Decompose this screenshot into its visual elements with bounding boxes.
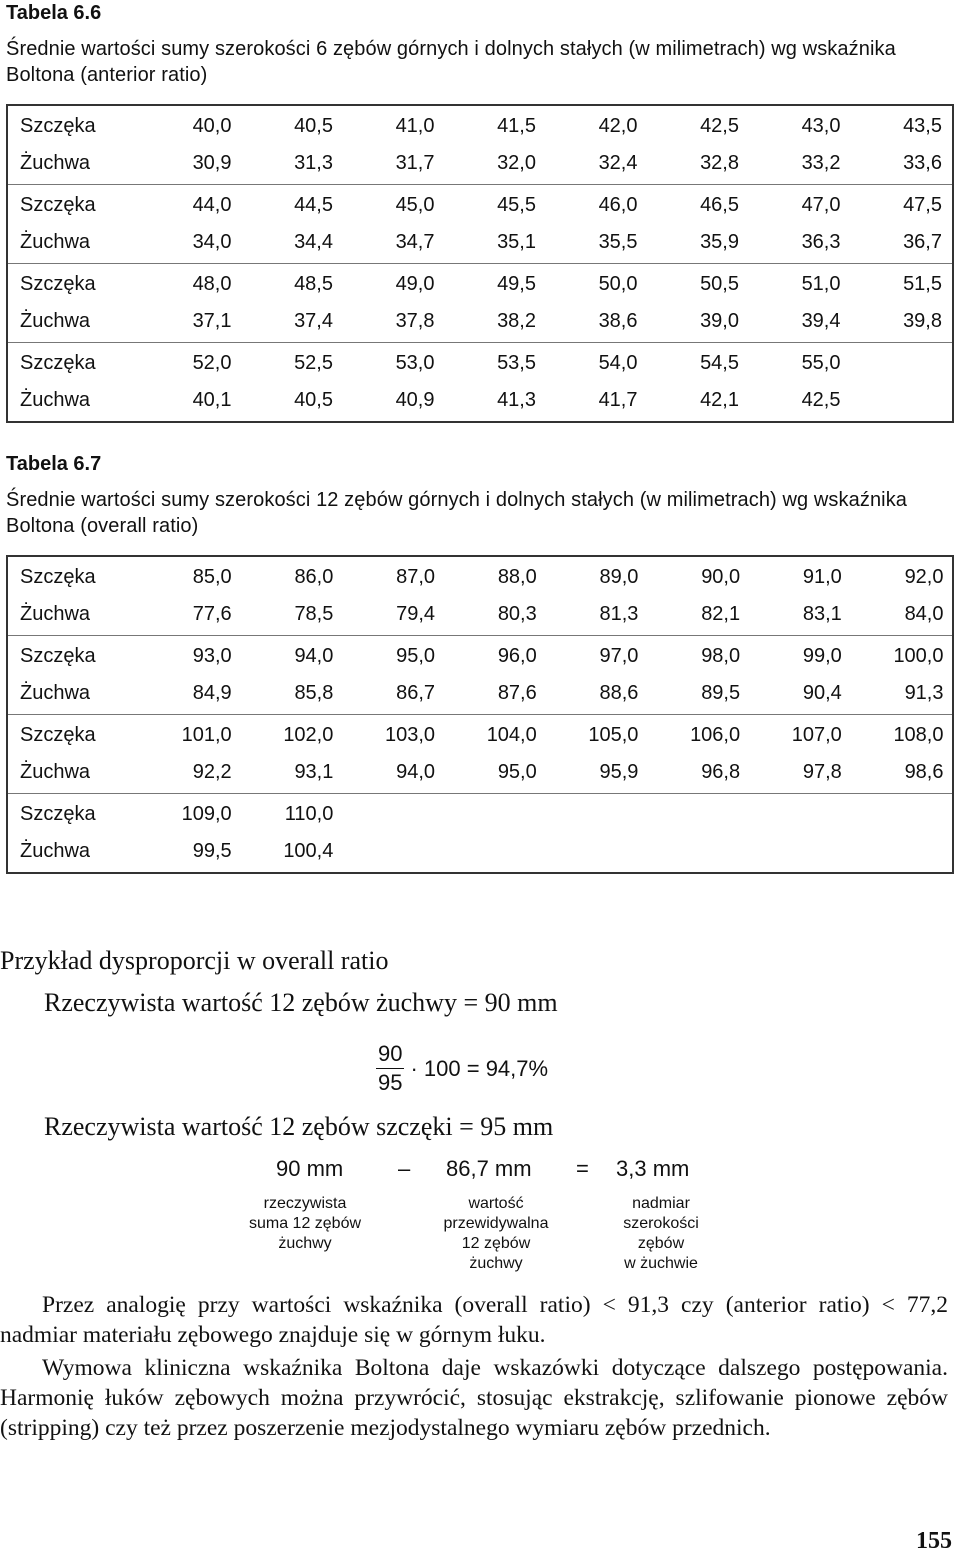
row-label: Szczęka <box>20 803 96 825</box>
example-line-mandible: Rzeczywista wartość 12 zębów żuchwy = 90 mm <box>44 988 558 1017</box>
table-cell: 87,6 <box>497 682 537 704</box>
paragraph-text: Wymowa kliniczna wskaźnika Boltona daje wskazówki dotyczące dalszego postępowania. Harmonię łuków zębowych można przywrócić, stosując ekstrakcję, szlifowanie pionowe zębów (stripping) czy też przez poszerzenie mezjodystalnego wymiaru zębów przednich. <box>0 1355 948 1441</box>
table-cell: 34,7 <box>395 231 435 253</box>
row-label: Żuchwa <box>20 310 91 332</box>
table-cell: 94,0 <box>396 761 436 783</box>
table-cell: 30,9 <box>192 152 232 174</box>
table-cell: 53,5 <box>497 352 536 374</box>
table-cell: 36,3 <box>801 231 841 253</box>
table-cell: 88,0 <box>497 566 537 588</box>
table-cell: 86,7 <box>396 682 436 704</box>
table-6-6-title: Tabela 6.6 <box>6 2 102 24</box>
row-label: Żuchwa <box>20 231 91 253</box>
excess-calculation <box>0 1156 950 1276</box>
maxilla-row <box>8 266 952 303</box>
table-cell: 91,0 <box>802 566 842 588</box>
table-6-7-title: Tabela 6.7 <box>6 453 102 475</box>
table-cell: 40,9 <box>395 389 435 411</box>
table-group <box>8 635 952 714</box>
row-label: Szczęka <box>20 352 96 374</box>
mandible-row <box>8 596 952 633</box>
table-6-7 <box>6 555 954 874</box>
table-cell: 55,0 <box>801 352 841 374</box>
table-cell: 41,3 <box>497 389 536 411</box>
table-cell: 50,0 <box>598 273 638 295</box>
fraction-result: · 100 = 94,7% <box>410 1055 549 1081</box>
table-group <box>8 793 952 872</box>
table-cell: 88,6 <box>599 682 639 704</box>
desc-line: szerokości <box>623 1215 699 1232</box>
table-cell: 110,0 <box>284 803 334 825</box>
calc-minus: – <box>398 1156 411 1181</box>
table-cell: 37,1 <box>192 310 232 332</box>
table-cell: 86,0 <box>294 566 334 588</box>
table-cell: 85,0 <box>192 566 232 588</box>
table-cell: 107,0 <box>791 724 842 746</box>
ratio-fraction <box>376 1040 548 1097</box>
example-title: Przykład dysproporcji w overall ratio <box>0 946 389 975</box>
table-cell: 50,5 <box>700 273 739 295</box>
table-group <box>8 714 952 793</box>
table-group <box>8 342 952 421</box>
table-cell: 32,4 <box>598 152 638 174</box>
table-cell: 99,0 <box>802 645 842 667</box>
calc-predicted-desc <box>426 1194 566 1274</box>
table-cell: 101,0 <box>181 724 232 746</box>
calc-actual-value: 90 mm <box>276 1156 344 1181</box>
table-cell: 90,0 <box>701 566 741 588</box>
mandible-row <box>8 382 952 419</box>
table-cell: 34,4 <box>294 231 333 253</box>
table-cell: 95,9 <box>599 761 639 783</box>
mandible-row <box>8 833 952 870</box>
table-cell: 46,5 <box>700 194 739 216</box>
example-line-maxilla: Rzeczywista wartość 12 zębów szczęki = 95 mm <box>44 1112 554 1141</box>
row-label: Szczęka <box>20 724 96 746</box>
row-label: Żuchwa <box>20 152 91 174</box>
table-cell: 85,8 <box>294 682 334 704</box>
desc-line: przewidywalna <box>443 1215 549 1232</box>
table-cell: 52,0 <box>192 352 232 374</box>
table-cell: 53,0 <box>395 352 435 374</box>
table-cell: 109,0 <box>181 803 232 825</box>
table-cell: 90,4 <box>802 682 842 704</box>
maxilla-row <box>8 187 952 224</box>
fraction <box>376 1040 404 1097</box>
table-cell: 37,8 <box>395 310 435 332</box>
table-cell: 39,4 <box>801 310 841 332</box>
table-cell: 49,5 <box>497 273 536 295</box>
table-cell: 43,5 <box>903 115 942 137</box>
table-6-7-caption: Średnie wartości sumy szerokości 12 zębów górnych i dolnych stałych (w milimetrach) wg wskaźnika Boltona (overall ratio) <box>6 489 908 537</box>
table-cell: 47,5 <box>903 194 942 216</box>
desc-line: suma 12 zębów <box>248 1215 362 1232</box>
table-cell: 41,0 <box>395 115 435 137</box>
desc-line: żuchwy <box>469 1255 523 1272</box>
table-cell: 102,0 <box>283 724 334 746</box>
maxilla-row <box>8 108 952 145</box>
table-cell: 40,5 <box>294 115 333 137</box>
table-cell: 35,1 <box>497 231 536 253</box>
table-cell: 44,5 <box>294 194 333 216</box>
table-cell: 31,7 <box>395 152 435 174</box>
table-cell: 54,0 <box>598 352 638 374</box>
paragraph-text: Przez analogię przy wartości wskaźnika (overall ratio) < 91,3 czy (anterior ratio) < 77,2 nadmiar materiału zębowego znajduje się w górnym łuku. <box>0 1292 948 1348</box>
table-cell: 40,0 <box>192 115 232 137</box>
table-cell: 77,6 <box>192 603 232 625</box>
row-label: Szczęka <box>20 115 96 137</box>
table-cell: 41,5 <box>497 115 536 137</box>
calc-predicted-value: 86,7 mm <box>446 1156 532 1181</box>
table-cell: 99,5 <box>192 840 232 862</box>
table-cell: 35,5 <box>598 231 638 253</box>
table-cell: 32,0 <box>497 152 536 174</box>
table-cell: 33,6 <box>903 152 942 174</box>
table-cell: 44,0 <box>192 194 232 216</box>
mandible-row <box>8 675 952 712</box>
table-cell: 33,2 <box>801 152 841 174</box>
mandible-row <box>8 224 952 261</box>
paragraph-analogy <box>0 1290 948 1350</box>
table-cell: 106,0 <box>690 724 741 746</box>
maxilla-row <box>8 717 952 754</box>
row-label: Szczęka <box>20 566 96 588</box>
table-cell: 47,0 <box>801 194 841 216</box>
table-cell: 104,0 <box>486 724 537 746</box>
table-cell: 84,0 <box>904 603 944 625</box>
table-cell: 91,3 <box>904 682 944 704</box>
page <box>6 0 956 874</box>
desc-line: wartość <box>468 1195 524 1212</box>
table-cell: 92,0 <box>904 566 944 588</box>
table-cell: 83,1 <box>802 603 842 625</box>
table-cell: 98,6 <box>904 761 944 783</box>
table-cell: 38,6 <box>598 310 638 332</box>
table-cell: 46,0 <box>598 194 638 216</box>
table-cell: 93,0 <box>192 645 232 667</box>
table-cell: 105,0 <box>588 724 639 746</box>
paragraph-clinical <box>0 1353 948 1443</box>
table-cell: 37,4 <box>294 310 333 332</box>
table-cell: 36,7 <box>903 231 942 253</box>
table-cell: 41,7 <box>598 389 638 411</box>
table-group <box>8 106 952 184</box>
table-cell: 96,8 <box>701 761 741 783</box>
table-6-6-caption: Średnie wartości sumy szerokości 6 zębów górnych i dolnych stałych (w milimetrach) wg wskaźnika Boltona (anterior ratio) <box>6 38 896 86</box>
table-cell: 82,1 <box>701 603 741 625</box>
table-cell: 38,2 <box>497 310 536 332</box>
table-cell: 35,9 <box>700 231 739 253</box>
mandible-row <box>8 754 952 791</box>
table-cell: 42,1 <box>700 389 739 411</box>
desc-line: żuchwy <box>278 1235 332 1252</box>
table-cell: 97,8 <box>802 761 842 783</box>
table-cell: 40,1 <box>192 389 232 411</box>
fraction-numerator: 90 <box>376 1040 404 1069</box>
table-cell: 48,0 <box>192 273 232 295</box>
table-cell: 81,3 <box>599 603 639 625</box>
table-group <box>8 263 952 342</box>
table-cell: 80,3 <box>497 603 537 625</box>
table-cell: 42,5 <box>700 115 739 137</box>
row-label: Szczęka <box>20 645 96 667</box>
calc-excess-value: 3,3 mm <box>616 1156 690 1181</box>
table-cell: 39,0 <box>700 310 739 332</box>
calc-actual-desc <box>240 1194 370 1254</box>
table-cell: 39,8 <box>903 310 942 332</box>
page-number: 155 <box>916 1528 952 1554</box>
table-cell: 54,5 <box>700 352 739 374</box>
table-cell: 49,0 <box>395 273 435 295</box>
row-label: Żuchwa <box>20 682 91 704</box>
desc-line: rzeczywista <box>263 1195 347 1212</box>
calc-equals: = <box>576 1156 589 1181</box>
table-cell: 32,8 <box>700 152 739 174</box>
desc-line: w żuchwie <box>624 1255 698 1272</box>
table-cell: 98,0 <box>701 645 741 667</box>
table-cell: 78,5 <box>294 603 334 625</box>
table-cell: 108,0 <box>893 724 944 746</box>
calc-excess-desc <box>606 1194 716 1274</box>
table-cell: 48,5 <box>294 273 333 295</box>
maxilla-row <box>8 345 952 382</box>
table-group <box>8 557 952 635</box>
row-label: Żuchwa <box>20 761 91 783</box>
table-cell: 45,5 <box>497 194 536 216</box>
row-label: Żuchwa <box>20 603 91 625</box>
table-cell: 51,5 <box>903 273 942 295</box>
maxilla-row <box>8 796 952 833</box>
row-label: Żuchwa <box>20 389 91 411</box>
table-6-6 <box>6 104 954 423</box>
table-cell: 97,0 <box>599 645 639 667</box>
table-cell: 42,0 <box>598 115 638 137</box>
table-cell: 43,0 <box>801 115 841 137</box>
table-cell: 31,3 <box>294 152 333 174</box>
table-cell: 93,1 <box>294 761 334 783</box>
table-cell: 79,4 <box>396 603 436 625</box>
desc-line: 12 zębów <box>461 1235 531 1252</box>
table-cell: 89,0 <box>599 566 639 588</box>
table-cell: 45,0 <box>395 194 435 216</box>
table-cell: 87,0 <box>396 566 436 588</box>
table-cell: 42,5 <box>801 389 841 411</box>
table-cell: 95,0 <box>497 761 537 783</box>
table-cell: 34,0 <box>192 231 232 253</box>
row-label: Szczęka <box>20 194 96 216</box>
mandible-row <box>8 303 952 340</box>
table-cell: 95,0 <box>396 645 436 667</box>
table-cell: 94,0 <box>294 645 334 667</box>
mandible-row <box>8 145 952 182</box>
table-cell: 89,5 <box>701 682 741 704</box>
table-cell: 51,0 <box>801 273 841 295</box>
table-cell: 103,0 <box>385 724 436 746</box>
desc-line: nadmiar <box>632 1195 690 1212</box>
table-cell: 100,0 <box>893 645 944 667</box>
maxilla-row <box>8 559 952 596</box>
desc-line: zębów <box>637 1235 685 1252</box>
table-cell: 96,0 <box>497 645 537 667</box>
fraction-denominator: 95 <box>378 1070 403 1095</box>
table-group <box>8 184 952 263</box>
row-label: Żuchwa <box>20 840 91 862</box>
maxilla-row <box>8 638 952 675</box>
table-cell: 40,5 <box>294 389 333 411</box>
table-cell: 92,2 <box>192 761 232 783</box>
table-cell: 100,4 <box>283 840 334 862</box>
row-label: Szczęka <box>20 273 96 295</box>
table-cell: 52,5 <box>294 352 333 374</box>
table-cell: 84,9 <box>192 682 232 704</box>
